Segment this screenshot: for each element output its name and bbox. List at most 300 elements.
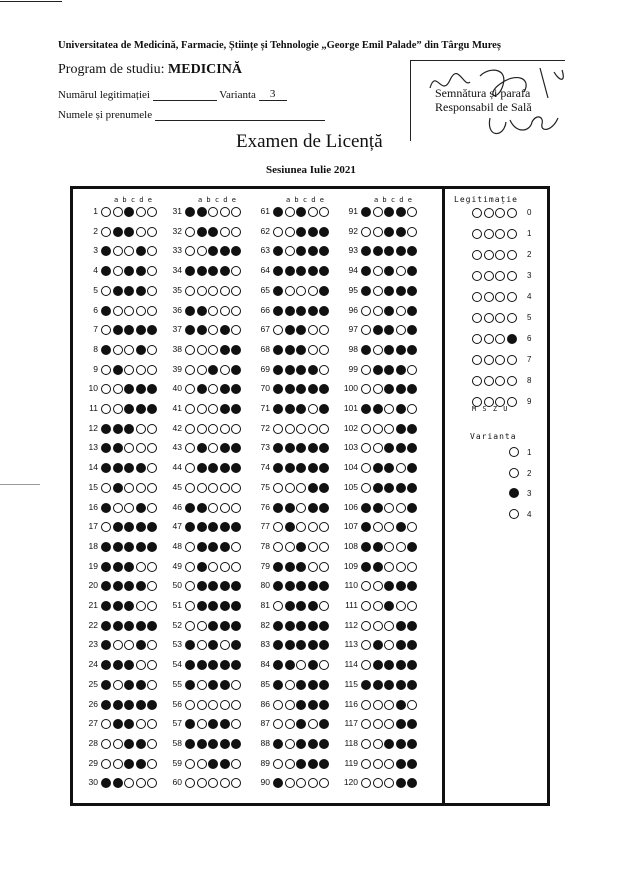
answer-bubble-d[interactable] (136, 601, 146, 611)
legitimatie-bubble[interactable] (507, 292, 517, 302)
answer-bubble-a[interactable] (273, 562, 283, 572)
answer-bubble-b[interactable] (285, 246, 295, 256)
answer-bubble-d[interactable] (136, 562, 146, 572)
answer-bubble-d[interactable] (308, 463, 318, 473)
answer-bubble-d[interactable] (308, 483, 318, 493)
answer-bubble-a[interactable] (361, 424, 371, 434)
answer-bubble-b[interactable] (373, 660, 383, 670)
answer-bubble-a[interactable] (185, 759, 195, 769)
answer-bubble-d[interactable] (220, 404, 230, 414)
answer-bubble-a[interactable] (185, 227, 195, 237)
legitimatie-bubble[interactable] (472, 229, 482, 239)
answer-bubble-d[interactable] (308, 286, 318, 296)
answer-bubble-b[interactable] (197, 345, 207, 355)
answer-bubble-d[interactable] (220, 286, 230, 296)
answer-bubble-d[interactable] (308, 227, 318, 237)
answer-bubble-d[interactable] (136, 286, 146, 296)
answer-bubble-a[interactable] (185, 404, 195, 414)
legitimatie-bubble[interactable] (507, 229, 517, 239)
answer-bubble-b[interactable] (373, 463, 383, 473)
legitimatie-bubble[interactable] (472, 208, 482, 218)
answer-bubble-b[interactable] (373, 325, 383, 335)
answer-bubble-d[interactable] (396, 739, 406, 749)
answer-bubble-d[interactable] (396, 621, 406, 631)
answer-bubble-a[interactable] (273, 404, 283, 414)
answer-bubble-d[interactable] (396, 503, 406, 513)
answer-bubble-b[interactable] (197, 660, 207, 670)
answer-bubble-d[interactable] (396, 345, 406, 355)
answer-bubble-b[interactable] (113, 522, 123, 532)
answer-bubble-d[interactable] (308, 601, 318, 611)
answer-bubble-d[interactable] (220, 207, 230, 217)
legitimatie-bubble[interactable] (507, 313, 517, 323)
answer-bubble-c[interactable] (384, 759, 394, 769)
answer-bubble-a[interactable] (185, 286, 195, 296)
answer-bubble-c[interactable] (208, 759, 218, 769)
answer-bubble-d[interactable] (308, 503, 318, 513)
answer-bubble-d[interactable] (308, 660, 318, 670)
answer-bubble-b[interactable] (285, 680, 295, 690)
answer-bubble-b[interactable] (373, 542, 383, 552)
answer-bubble-c[interactable] (384, 562, 394, 572)
answer-bubble-a[interactable] (273, 306, 283, 316)
answer-bubble-d[interactable] (220, 759, 230, 769)
answer-bubble-b[interactable] (285, 562, 295, 572)
answer-bubble-d[interactable] (136, 207, 146, 217)
answer-bubble-d[interactable] (136, 266, 146, 276)
answer-bubble-c[interactable] (384, 483, 394, 493)
answer-bubble-b[interactable] (113, 266, 123, 276)
answer-bubble-c[interactable] (208, 503, 218, 513)
answer-bubble-b[interactable] (113, 325, 123, 335)
answer-bubble-b[interactable] (113, 640, 123, 650)
answer-bubble-a[interactable] (361, 621, 371, 631)
answer-bubble-c[interactable] (124, 680, 134, 690)
answer-bubble-c[interactable] (208, 700, 218, 710)
answer-bubble-b[interactable] (373, 384, 383, 394)
answer-bubble-a[interactable] (185, 621, 195, 631)
answer-bubble-b[interactable] (373, 778, 383, 788)
answer-bubble-b[interactable] (285, 542, 295, 552)
varianta-bubble-3[interactable] (509, 488, 519, 498)
answer-bubble-b[interactable] (113, 660, 123, 670)
answer-bubble-b[interactable] (285, 266, 295, 276)
answer-bubble-d[interactable] (136, 325, 146, 335)
answer-bubble-b[interactable] (373, 700, 383, 710)
answer-bubble-c[interactable] (296, 621, 306, 631)
answer-bubble-a[interactable] (361, 365, 371, 375)
legitimatie-bubble[interactable] (495, 292, 505, 302)
varianta-field[interactable]: 3 (259, 88, 287, 101)
answer-bubble-a[interactable] (361, 286, 371, 296)
answer-bubble-d[interactable] (396, 365, 406, 375)
answer-bubble-a[interactable] (101, 680, 111, 690)
answer-bubble-a[interactable] (361, 700, 371, 710)
answer-bubble-b[interactable] (197, 325, 207, 335)
answer-bubble-b[interactable] (197, 542, 207, 552)
answer-bubble-a[interactable] (101, 759, 111, 769)
answer-bubble-b[interactable] (113, 503, 123, 513)
answer-bubble-d[interactable] (396, 660, 406, 670)
answer-bubble-c[interactable] (384, 680, 394, 690)
answer-bubble-b[interactable] (197, 207, 207, 217)
answer-bubble-d[interactable] (220, 719, 230, 729)
answer-bubble-e[interactable] (147, 562, 157, 572)
answer-bubble-a[interactable] (361, 680, 371, 690)
answer-bubble-c[interactable] (208, 680, 218, 690)
answer-bubble-b[interactable] (197, 503, 207, 513)
answer-bubble-d[interactable] (220, 483, 230, 493)
answer-bubble-d[interactable] (396, 286, 406, 296)
legitimatie-bubble[interactable] (484, 313, 494, 323)
answer-bubble-a[interactable] (361, 207, 371, 217)
answer-bubble-e[interactable] (147, 700, 157, 710)
answer-bubble-d[interactable] (220, 325, 230, 335)
answer-bubble-a[interactable] (273, 680, 283, 690)
answer-bubble-b[interactable] (197, 384, 207, 394)
answer-bubble-d[interactable] (136, 227, 146, 237)
answer-bubble-b[interactable] (113, 404, 123, 414)
answer-bubble-d[interactable] (220, 503, 230, 513)
legitimatie-bubble[interactable] (507, 271, 517, 281)
legitimatie-bubble[interactable] (472, 334, 482, 344)
answer-bubble-a[interactable] (101, 207, 111, 217)
answer-bubble-d[interactable] (136, 542, 146, 552)
answer-bubble-e[interactable] (231, 759, 241, 769)
answer-bubble-b[interactable] (197, 759, 207, 769)
answer-bubble-a[interactable] (101, 404, 111, 414)
answer-bubble-d[interactable] (396, 227, 406, 237)
answer-bubble-b[interactable] (113, 306, 123, 316)
answer-bubble-b[interactable] (113, 542, 123, 552)
answer-bubble-c[interactable] (384, 286, 394, 296)
answer-bubble-d[interactable] (396, 719, 406, 729)
answer-bubble-d[interactable] (136, 463, 146, 473)
answer-bubble-d[interactable] (396, 266, 406, 276)
answer-bubble-b[interactable] (197, 601, 207, 611)
answer-bubble-c[interactable] (208, 621, 218, 631)
answer-bubble-b[interactable] (373, 286, 383, 296)
answer-bubble-a[interactable] (185, 562, 195, 572)
answer-bubble-b[interactable] (373, 621, 383, 631)
answer-bubble-b[interactable] (197, 306, 207, 316)
answer-bubble-b[interactable] (373, 227, 383, 237)
answer-bubble-b[interactable] (197, 266, 207, 276)
legitimatie-bubble[interactable] (495, 208, 505, 218)
answer-bubble-e[interactable] (147, 759, 157, 769)
answer-bubble-d[interactable] (136, 739, 146, 749)
answer-bubble-d[interactable] (308, 306, 318, 316)
answer-bubble-d[interactable] (308, 365, 318, 375)
answer-bubble-b[interactable] (113, 483, 123, 493)
answer-bubble-d[interactable] (220, 306, 230, 316)
answer-bubble-c[interactable] (208, 306, 218, 316)
answer-bubble-b[interactable] (373, 266, 383, 276)
answer-bubble-d[interactable] (136, 522, 146, 532)
answer-bubble-b[interactable] (373, 719, 383, 729)
answer-bubble-d[interactable] (220, 522, 230, 532)
answer-bubble-e[interactable] (231, 700, 241, 710)
answer-bubble-b[interactable] (113, 286, 123, 296)
answer-bubble-b[interactable] (373, 404, 383, 414)
answer-bubble-c[interactable] (124, 306, 134, 316)
answer-bubble-d[interactable] (136, 680, 146, 690)
legitimatie-bubble[interactable] (507, 250, 517, 260)
answer-bubble-b[interactable] (285, 365, 295, 375)
answer-bubble-b[interactable] (197, 562, 207, 572)
answer-bubble-c[interactable] (124, 365, 134, 375)
answer-bubble-d[interactable] (396, 325, 406, 335)
answer-bubble-d[interactable] (308, 621, 318, 631)
answer-bubble-d[interactable] (220, 700, 230, 710)
answer-bubble-c[interactable] (384, 503, 394, 513)
answer-bubble-a[interactable] (273, 621, 283, 631)
answer-bubble-d[interactable] (308, 345, 318, 355)
answer-bubble-b[interactable] (197, 286, 207, 296)
answer-bubble-b[interactable] (197, 680, 207, 690)
answer-bubble-a[interactable] (185, 345, 195, 355)
answer-bubble-d[interactable] (396, 207, 406, 217)
answer-bubble-c[interactable] (384, 227, 394, 237)
answer-bubble-b[interactable] (113, 739, 123, 749)
legitimatie-bubble[interactable] (484, 250, 494, 260)
legitimatie-bubble[interactable] (472, 313, 482, 323)
legitimatie-bubble[interactable] (472, 292, 482, 302)
answer-bubble-c[interactable] (296, 680, 306, 690)
varianta-bubble-1[interactable] (509, 447, 519, 457)
answer-bubble-a[interactable] (101, 483, 111, 493)
answer-bubble-e[interactable] (407, 759, 417, 769)
answer-bubble-a[interactable] (361, 483, 371, 493)
answer-bubble-c[interactable] (384, 700, 394, 710)
answer-bubble-a[interactable] (101, 365, 111, 375)
answer-bubble-b[interactable] (285, 778, 295, 788)
answer-bubble-c[interactable] (124, 227, 134, 237)
legitimatie-bubble[interactable] (495, 250, 505, 260)
answer-bubble-b[interactable] (285, 739, 295, 749)
answer-bubble-d[interactable] (136, 719, 146, 729)
answer-bubble-a[interactable] (361, 227, 371, 237)
answer-bubble-d[interactable] (220, 365, 230, 375)
answer-bubble-b[interactable] (197, 739, 207, 749)
answer-bubble-c[interactable] (296, 562, 306, 572)
answer-bubble-b[interactable] (373, 345, 383, 355)
answer-bubble-c[interactable] (208, 365, 218, 375)
legitimatie-bubble[interactable] (484, 292, 494, 302)
answer-bubble-b[interactable] (373, 680, 383, 690)
answer-bubble-b[interactable] (113, 207, 123, 217)
answer-bubble-b[interactable] (285, 345, 295, 355)
answer-bubble-a[interactable] (185, 503, 195, 513)
answer-bubble-d[interactable] (308, 266, 318, 276)
answer-bubble-d[interactable] (220, 227, 230, 237)
answer-bubble-b[interactable] (113, 680, 123, 690)
answer-bubble-a[interactable] (185, 739, 195, 749)
answer-bubble-c[interactable] (124, 483, 134, 493)
answer-bubble-c[interactable] (296, 306, 306, 316)
answer-bubble-b[interactable] (113, 581, 123, 591)
answer-bubble-a[interactable] (361, 739, 371, 749)
answer-bubble-d[interactable] (136, 503, 146, 513)
answer-bubble-a[interactable] (273, 601, 283, 611)
legitimatie-bubble[interactable] (484, 208, 494, 218)
answer-bubble-e[interactable] (147, 365, 157, 375)
varianta-bubble-4[interactable] (509, 509, 519, 519)
answer-bubble-a[interactable] (185, 365, 195, 375)
legitimatie-bubble[interactable] (484, 355, 494, 365)
answer-bubble-b[interactable] (285, 522, 295, 532)
legitimatie-field[interactable] (153, 100, 217, 101)
answer-bubble-e[interactable] (231, 306, 241, 316)
answer-bubble-a[interactable] (361, 503, 371, 513)
answer-bubble-e[interactable] (407, 562, 417, 572)
legitimatie-bubble[interactable] (507, 334, 517, 344)
answer-bubble-b[interactable] (285, 483, 295, 493)
answer-bubble-e[interactable] (407, 306, 417, 316)
answer-bubble-a[interactable] (273, 365, 283, 375)
answer-bubble-b[interactable] (285, 424, 295, 434)
answer-bubble-d[interactable] (220, 621, 230, 631)
answer-bubble-b[interactable] (373, 601, 383, 611)
answer-bubble-b[interactable] (113, 700, 123, 710)
answer-bubble-b[interactable] (373, 581, 383, 591)
answer-bubble-d[interactable] (396, 680, 406, 690)
answer-bubble-e[interactable] (231, 365, 241, 375)
answer-bubble-e[interactable] (407, 700, 417, 710)
answer-bubble-b[interactable] (197, 719, 207, 729)
answer-bubble-d[interactable] (396, 601, 406, 611)
answer-bubble-b[interactable] (197, 463, 207, 473)
answer-bubble-b[interactable] (113, 384, 123, 394)
legitimatie-bubble[interactable] (472, 250, 482, 260)
answer-bubble-b[interactable] (197, 640, 207, 650)
answer-bubble-c[interactable] (296, 700, 306, 710)
answer-bubble-b[interactable] (373, 443, 383, 453)
answer-bubble-d[interactable] (220, 739, 230, 749)
answer-bubble-b[interactable] (285, 207, 295, 217)
answer-bubble-b[interactable] (113, 621, 123, 631)
answer-bubble-c[interactable] (124, 621, 134, 631)
answer-bubble-b[interactable] (113, 601, 123, 611)
answer-bubble-b[interactable] (285, 463, 295, 473)
answer-bubble-b[interactable] (113, 759, 123, 769)
answer-bubble-d[interactable] (220, 463, 230, 473)
answer-bubble-a[interactable] (101, 424, 111, 434)
answer-bubble-d[interactable] (220, 660, 230, 670)
answer-bubble-b[interactable] (373, 424, 383, 434)
answer-bubble-d[interactable] (220, 424, 230, 434)
answer-bubble-b[interactable] (197, 778, 207, 788)
answer-bubble-d[interactable] (308, 719, 318, 729)
answer-bubble-b[interactable] (113, 424, 123, 434)
answer-bubble-d[interactable] (136, 483, 146, 493)
answer-bubble-d[interactable] (220, 345, 230, 355)
answer-bubble-b[interactable] (285, 384, 295, 394)
answer-bubble-b[interactable] (373, 246, 383, 256)
answer-bubble-c[interactable] (384, 365, 394, 375)
answer-bubble-d[interactable] (308, 700, 318, 710)
answer-bubble-c[interactable] (124, 424, 134, 434)
answer-bubble-d[interactable] (396, 483, 406, 493)
answer-bubble-d[interactable] (308, 424, 318, 434)
answer-bubble-d[interactable] (396, 700, 406, 710)
answer-bubble-b[interactable] (373, 562, 383, 572)
answer-bubble-b[interactable] (285, 640, 295, 650)
answer-bubble-d[interactable] (220, 266, 230, 276)
answer-bubble-a[interactable] (273, 700, 283, 710)
answer-bubble-c[interactable] (296, 759, 306, 769)
answer-bubble-a[interactable] (273, 345, 283, 355)
answer-bubble-d[interactable] (396, 424, 406, 434)
answer-bubble-b[interactable] (113, 463, 123, 473)
answer-bubble-a[interactable] (273, 759, 283, 769)
answer-bubble-d[interactable] (308, 739, 318, 749)
answer-bubble-b[interactable] (285, 621, 295, 631)
answer-bubble-b[interactable] (113, 443, 123, 453)
answer-bubble-a[interactable] (101, 345, 111, 355)
legitimatie-bubble[interactable] (507, 376, 517, 386)
answer-bubble-d[interactable] (396, 306, 406, 316)
answer-bubble-a[interactable] (101, 621, 111, 631)
answer-bubble-a[interactable] (101, 601, 111, 611)
answer-bubble-b[interactable] (285, 601, 295, 611)
answer-bubble-c[interactable] (208, 286, 218, 296)
answer-bubble-a[interactable] (185, 680, 195, 690)
answer-bubble-a[interactable] (101, 286, 111, 296)
legitimatie-bubble[interactable] (472, 271, 482, 281)
answer-bubble-c[interactable] (124, 503, 134, 513)
answer-bubble-d[interactable] (308, 680, 318, 690)
answer-bubble-b[interactable] (113, 562, 123, 572)
answer-bubble-a[interactable] (361, 601, 371, 611)
answer-bubble-a[interactable] (185, 700, 195, 710)
answer-bubble-a[interactable] (361, 562, 371, 572)
answer-bubble-a[interactable] (273, 483, 283, 493)
answer-bubble-d[interactable] (136, 365, 146, 375)
varianta-bubble-2[interactable] (509, 468, 519, 478)
answer-bubble-d[interactable] (396, 759, 406, 769)
answer-bubble-b[interactable] (373, 759, 383, 769)
answer-bubble-c[interactable] (384, 621, 394, 631)
answer-bubble-b[interactable] (197, 424, 207, 434)
answer-bubble-d[interactable] (396, 522, 406, 532)
answer-bubble-c[interactable] (124, 562, 134, 572)
answer-bubble-a[interactable] (185, 542, 195, 552)
legitimatie-bubble[interactable] (484, 271, 494, 281)
answer-bubble-a[interactable] (101, 542, 111, 552)
answer-bubble-e[interactable] (407, 503, 417, 513)
answer-bubble-b[interactable] (197, 246, 207, 256)
answer-bubble-d[interactable] (136, 759, 146, 769)
answer-bubble-d[interactable] (308, 759, 318, 769)
legitimatie-bubble[interactable] (495, 355, 505, 365)
answer-bubble-e[interactable] (231, 562, 241, 572)
answer-bubble-a[interactable] (101, 562, 111, 572)
answer-bubble-d[interactable] (308, 325, 318, 335)
answer-bubble-a[interactable] (273, 739, 283, 749)
answer-bubble-c[interactable] (296, 483, 306, 493)
answer-bubble-c[interactable] (208, 483, 218, 493)
answer-bubble-b[interactable] (197, 404, 207, 414)
answer-bubble-a[interactable] (101, 739, 111, 749)
answer-bubble-a[interactable] (361, 404, 371, 414)
answer-bubble-b[interactable] (285, 443, 295, 453)
answer-bubble-d[interactable] (136, 660, 146, 670)
answer-bubble-d[interactable] (396, 463, 406, 473)
legitimatie-bubble[interactable] (495, 334, 505, 344)
answer-bubble-b[interactable] (285, 759, 295, 769)
answer-bubble-d[interactable] (136, 700, 146, 710)
